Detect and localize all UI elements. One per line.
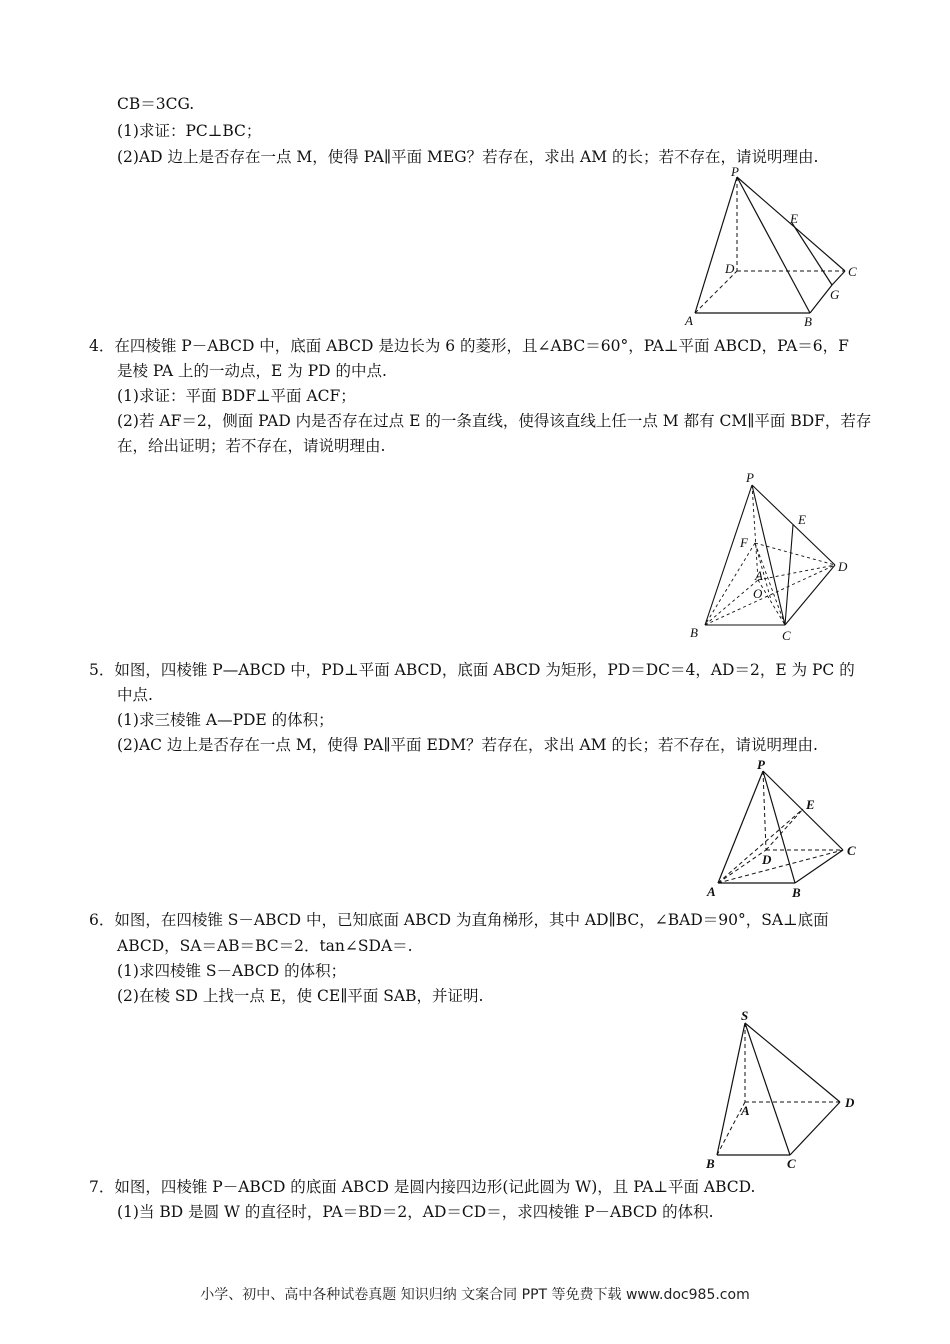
page-footer: 小学、初中、高中各种试卷真题 知识归纳 文案合同 PPT 等免费下载 www.doc985.com [200, 1287, 750, 1303]
label-C: C [787, 1156, 796, 1171]
label-B: B [706, 1156, 715, 1171]
q5-part-2: (2)AC 边上是否存在一点 M，使得 PA∥平面 EDM？若存在，求出 AM 的长；若不存在，请说明理由. [117, 736, 818, 754]
q6-figure [695, 1005, 870, 1179]
label-B: B [804, 314, 812, 329]
q5-part-1: (1)求三棱锥 A—PDE 的体积； [117, 711, 334, 729]
label-B: B [792, 885, 801, 900]
edge-BG [810, 285, 832, 313]
edge-SC [745, 1023, 790, 1155]
label-B: B [690, 625, 698, 640]
q6-line-1: 6．如图，在四棱锥 S－ABCD 中，已知底面 ABCD 为直角梯形，其中 AD∥BC，∠BAD＝90°，SA⊥底面 [89, 911, 829, 929]
q3-pyramid-diagram [680, 165, 870, 330]
edge-SD [745, 1023, 840, 1102]
edge-CD [790, 1102, 840, 1155]
q4-figure [680, 465, 870, 649]
label-C: C [848, 264, 857, 279]
edge-PC [752, 485, 785, 625]
q3-figure [680, 165, 870, 334]
label-P: P [757, 757, 765, 772]
q7-part-1: (1)当 BD 是圆 W 的直径时，PA＝BD＝2，AD＝CD＝，求四棱锥 P－ABCD 的体积. [117, 1203, 714, 1221]
q4-part-2: (2)若 AF＝2，侧面 PAD 内是否存在过点 E 的一条直线，使得该直线上任一点 M 都有 CM∥平面 BDF，若存 [117, 412, 872, 430]
label-D: D [762, 852, 772, 867]
edge-PC [763, 771, 843, 850]
q5-pyramid-diagram [700, 757, 875, 902]
label-D: D [845, 1095, 855, 1110]
label-A: A [685, 313, 693, 328]
edge-PB [705, 485, 752, 625]
q3-line-1: CB＝3CG. [117, 95, 195, 113]
label-O: O [753, 586, 763, 601]
label-S: S [741, 1008, 749, 1023]
label-A: A [741, 1103, 750, 1118]
q6-line-2: ABCD，SA＝AB＝BC＝2．tan∠SDA＝. [117, 937, 413, 955]
label-E: E [790, 211, 798, 226]
q3-part-1: (1)求证：PC⊥BC； [117, 122, 262, 140]
edge-CD [785, 565, 835, 625]
edge-AD [758, 565, 835, 580]
q4-part-1: (1)求证：平面 BDF⊥平面 ACF； [117, 387, 356, 405]
line-FB [705, 543, 755, 625]
label-G: G [830, 287, 840, 302]
edge-PD [752, 485, 835, 565]
edge-PB [737, 177, 810, 313]
q5-line-2: 中点. [117, 686, 153, 704]
edge-BC [795, 850, 843, 883]
label-A: A [707, 884, 716, 899]
edge-SB [717, 1023, 745, 1155]
edge-PD [763, 771, 766, 850]
label-F: F [740, 535, 748, 550]
q3-part-2: (2)AD 边上是否存在一点 M，使得 PA∥平面 MEG？若存在，求出 AM 的长；若不存在，请说明理由. [117, 148, 819, 166]
edge-GC [832, 271, 845, 285]
label-D: D [838, 559, 848, 574]
label-E: E [798, 512, 806, 527]
label-C: C [847, 843, 856, 858]
line-DE [766, 809, 803, 850]
q6-pyramid-diagram [695, 1005, 870, 1175]
q4-line-1: 4．在四棱锥 P－ABCD 中，底面 ABCD 是边长为 6 的菱形，且∠ABC＝60°，PA⊥平面 ABCD，PA＝6，F [89, 337, 849, 355]
q4-pyramid-diagram [680, 465, 870, 645]
label-C: C [782, 628, 791, 643]
q6-part-2: (2)在棱 SD 上找一点 E，使 CE∥平面 SAB，并证明. [117, 987, 484, 1005]
label-A: A [755, 568, 763, 583]
label-D: D [725, 261, 735, 276]
q4-line-2: 是棱 PA 上的一动点，E 为 PD 的中点. [117, 362, 387, 380]
label-P: P [746, 470, 754, 485]
label-P: P [731, 164, 739, 179]
q4-line-5: 在，给出证明；若不存在，请说明理由. [117, 437, 386, 455]
q5-figure [700, 757, 875, 906]
q7-line-1: 7．如图，四棱锥 P－ABCD 的底面 ABCD 是圆内接四边形(记此圆为 W)，且 PA⊥平面 ABCD. [89, 1178, 756, 1196]
edge-PA [718, 771, 763, 883]
label-E: E [806, 797, 815, 812]
edge-EC [785, 525, 793, 625]
q6-part-1: (1)求四棱锥 S－ABCD 的体积； [117, 962, 347, 980]
line-FC [755, 543, 785, 625]
q5-line-1: 5．如图，四棱锥 P—ABCD 中，PD⊥平面 ABCD，底面 ABCD 为矩形，PD＝DC＝4，AD＝2，E 为 PC 的 [89, 661, 855, 679]
